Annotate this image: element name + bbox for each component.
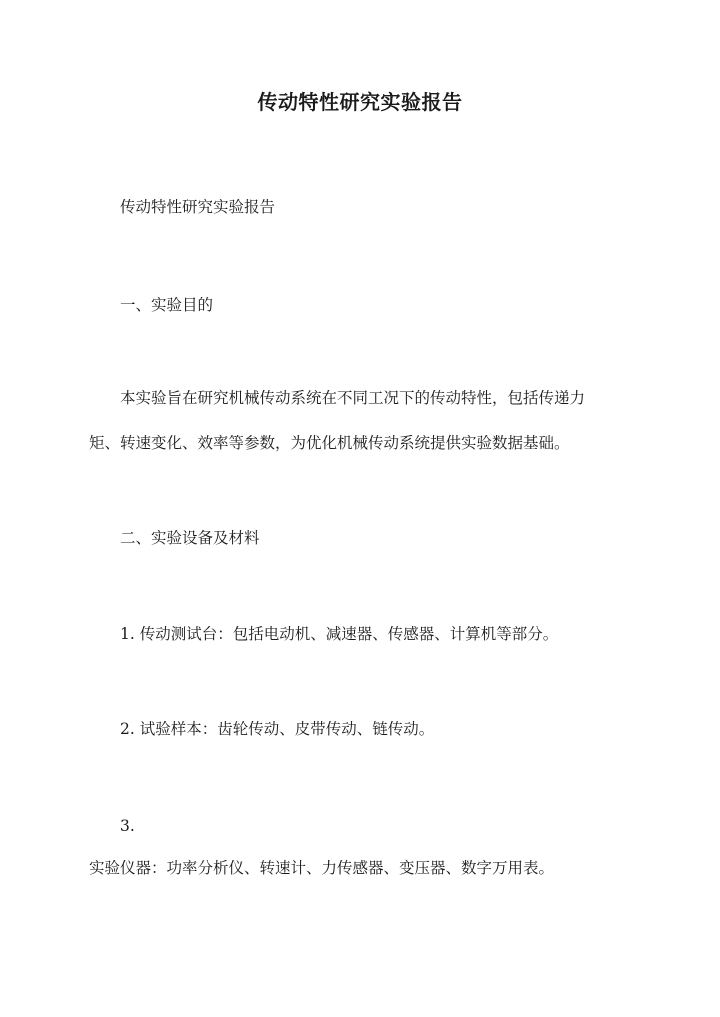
section-heading-purpose: 一、实验目的 (120, 296, 214, 314)
equipment-item-1: 1. 传动测试台：包括电动机、减速器、传感器、计算机等部分。 (120, 625, 559, 643)
purpose-paragraph-line-1: 本实验旨在研究机械传动系统在不同工况下的传动特性，包括传递力 (120, 389, 586, 407)
equipment-item-3-number: 3. (120, 817, 135, 835)
document-title: 传动特性研究实验报告 (257, 90, 463, 114)
document-subtitle: 传动特性研究实验报告 (120, 198, 276, 216)
section-heading-equipment: 二、实验设备及材料 (120, 529, 260, 547)
equipment-item-3-text: 实验仪器：功率分析仪、转速计、力传感器、变压器、数字万用表。 (89, 859, 555, 877)
equipment-item-2: 2. 试验样本：齿轮传动、皮带传动、链传动。 (120, 720, 435, 738)
purpose-paragraph-line-2: 矩、转速变化、效率等参数，为优化机械传动系统提供实验数据基础。 (89, 434, 570, 452)
